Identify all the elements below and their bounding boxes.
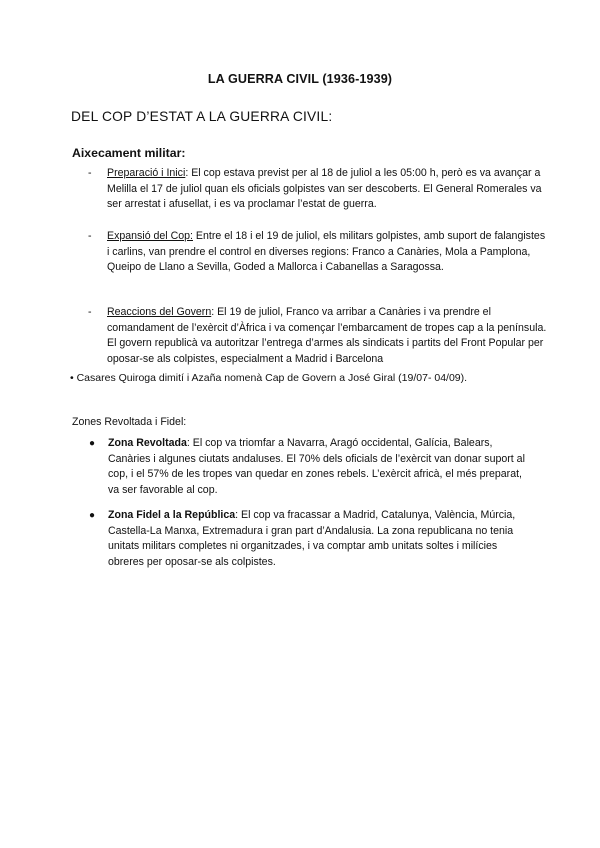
item-label: Reaccions del Govern: [107, 306, 212, 318]
bullet-marker: ●: [89, 438, 96, 449]
item-text: : El 19 de juliol, Franco va arribar a Canàries i va prendre el comandament de l’exèrcit d’Àfrica i va començar l’embarcament de tropes cap a la península. El govern republicà va autoritzar l’entrega d’armes als sindicats i partits del Front Popular per oposar-se als colpistes, especialment a Madrid i Barcelona: [107, 306, 547, 365]
zone-label: Zona Fidel a la República: [108, 509, 236, 521]
zone-text: : El cop va triomfar a Navarra, Aragó occidental, Galícia, Balears, Canàries i algunes ciutats andaluses. El 70% dels oficials de l’exèrcit van donar suport al cop, i el 57% de les tropes van quedar en zones rebels. L’exèrcit africà, el més preparat, va ser favorable al cop.: [108, 437, 525, 496]
item-label: Expansió del Cop:: [107, 230, 193, 242]
note-casares-quiroga: • Casares Quiroga dimití i Azaña nomenà Cap de Govern a José Giral (19/07- 04/09).: [70, 372, 468, 384]
section-heading: DEL COP D’ESTAT A LA GUERRA CIVIL:: [71, 109, 333, 124]
dash-marker: -: [88, 230, 92, 242]
list-item-government-reactions: [88, 305, 548, 367]
zone-text: : El cop va fracassar a Madrid, Catalunya, València, Múrcia, Castella-La Manxa, Extremadura i gran part d’Andalusia. La zona republicana no tenia unitats militars completes ni organitzades, i va comptar amb unitats soltes i milícies obreres per oposar-se als colpistes.: [108, 509, 516, 568]
dash-marker: -: [88, 167, 92, 179]
item-text: Entre el 18 i el 19 de juliol, els militars golpistes, amb suport de falangistes i carlins, van prendre el control en diverses regions: Franco a Canàries, Mola a Pamplona, Queipo de Llano a Sevilla, Goded a Mallorca i Cabanellas a Saragossa.: [107, 230, 546, 273]
item-label: Preparació i Inici: [107, 167, 186, 179]
item-text: : El cop estava previst per al 18 de juliol a les 05:00 h, però es va avançar a Melilla el 17 de juliol quan els oficials golpistes van ser descoberts. El General Romerales va ser arrestat i afusellat, i es va proclamar l’estat de guerra.: [107, 167, 542, 210]
bullet-marker: ●: [89, 510, 96, 521]
subheading-military-uprising: Aixecament militar:: [72, 146, 186, 160]
zones-heading: Zones Revoltada i Fidel:: [72, 416, 187, 428]
list-item-preparation: [88, 166, 548, 213]
document-title: LA GUERRA CIVIL (1936-1939): [207, 72, 393, 86]
list-item-zona-fidel: [89, 508, 529, 570]
list-item-zona-revoltada: [89, 436, 529, 498]
dash-marker: -: [88, 306, 92, 318]
list-item-expansion: [88, 229, 548, 276]
zone-label: Zona Revoltada: [108, 437, 187, 449]
